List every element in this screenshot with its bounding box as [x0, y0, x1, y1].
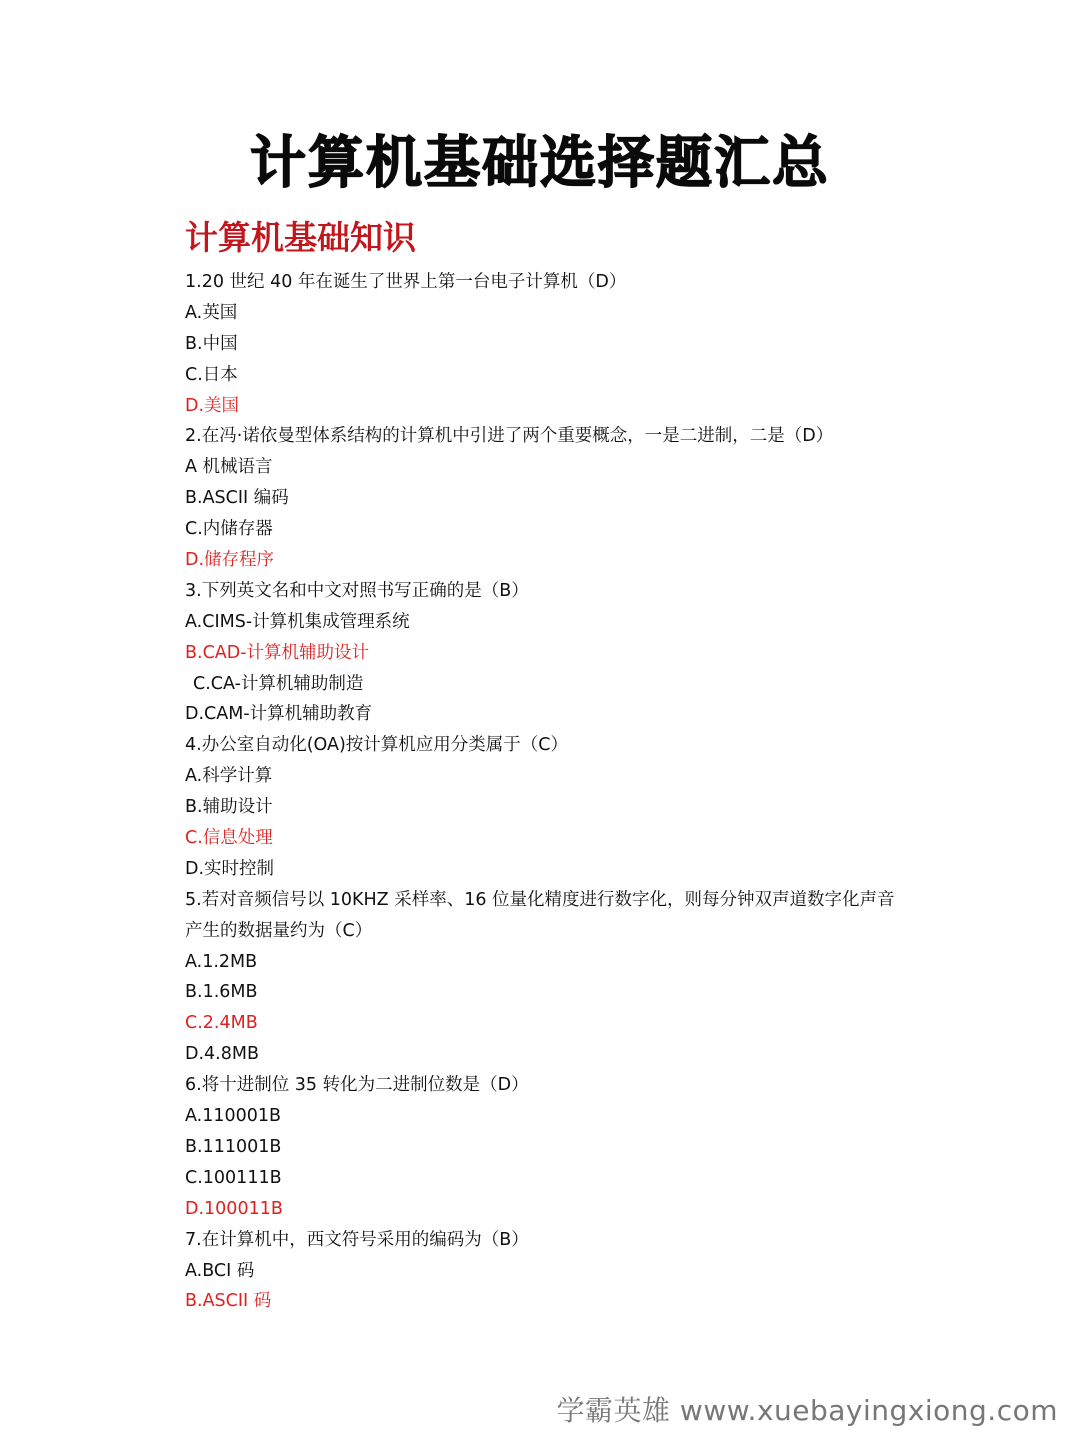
- correct-option-line: B.CAD-计算机辅助设计: [185, 642, 370, 663]
- option-line: A 机械语言: [185, 457, 273, 478]
- correct-option-line: C.2.4MB: [185, 1013, 258, 1034]
- section-heading: 计算机基础知识: [185, 218, 416, 257]
- option-line: A.CIMS-计算机集成管理系统: [185, 611, 410, 632]
- question-text: 6.将十进制位 35 转化为二进制位数是（D）: [185, 1075, 529, 1096]
- question-text: 2.在冯·诺依曼型体系结构的计算机中引进了两个重要概念，一是二进制，二是（D）: [185, 426, 834, 447]
- question-text: 5.若对音频信号以 10KHZ 采样率、16 位量化精度进行数字化，则每分钟双声道数字化声音: [185, 889, 895, 910]
- option-line: A.英国: [185, 302, 238, 323]
- question-text-continued: 产生的数据量约为（C）: [185, 920, 373, 941]
- question-list: [185, 267, 945, 1317]
- site-watermark: 学霸英雄 www.xuebayingxiong.com: [556, 1394, 1058, 1427]
- option-line: A.110001B: [185, 1106, 282, 1127]
- option-line: B.ASCII 编码: [185, 488, 289, 509]
- correct-option-line: B.ASCII 码: [185, 1291, 272, 1312]
- option-line: B.111001B: [185, 1136, 282, 1157]
- option-line: A.科学计算: [185, 766, 273, 787]
- correct-option-line: D.美国: [185, 395, 240, 416]
- question-text: 3.下列英文名和中文对照书写正确的是（B）: [185, 580, 529, 601]
- option-line: B.中国: [185, 333, 238, 354]
- question-text: 7.在计算机中，西文符号采用的编码为（B）: [185, 1229, 529, 1250]
- correct-option-line: D.100011B: [185, 1198, 283, 1219]
- question-text: 4.办公室自动化(OA)按计算机应用分类属于（C）: [185, 735, 569, 756]
- option-line: C.CA-计算机辅助制造: [193, 673, 364, 694]
- option-line: B.1.6MB: [185, 982, 258, 1003]
- correct-option-line: C.信息处理: [185, 828, 273, 849]
- option-line: A.BCI 码: [185, 1260, 255, 1281]
- correct-option-line: D.储存程序: [185, 550, 275, 571]
- option-line: C.日本: [185, 364, 238, 385]
- question-text: 1.20 世纪 40 年在诞生了世界上第一台电子计算机（D）: [185, 272, 627, 292]
- option-line: B.辅助设计: [185, 797, 273, 818]
- option-line: D.实时控制: [185, 858, 275, 879]
- option-line: C.100111B: [185, 1167, 282, 1188]
- page-title: 计算机基础选择题汇总: [250, 131, 830, 196]
- option-line: D.CAM-计算机辅助教育: [185, 704, 373, 725]
- option-line: D.4.8MB: [185, 1044, 259, 1065]
- option-line: C.内储存器: [185, 519, 273, 540]
- option-line: A.1.2MB: [185, 951, 258, 972]
